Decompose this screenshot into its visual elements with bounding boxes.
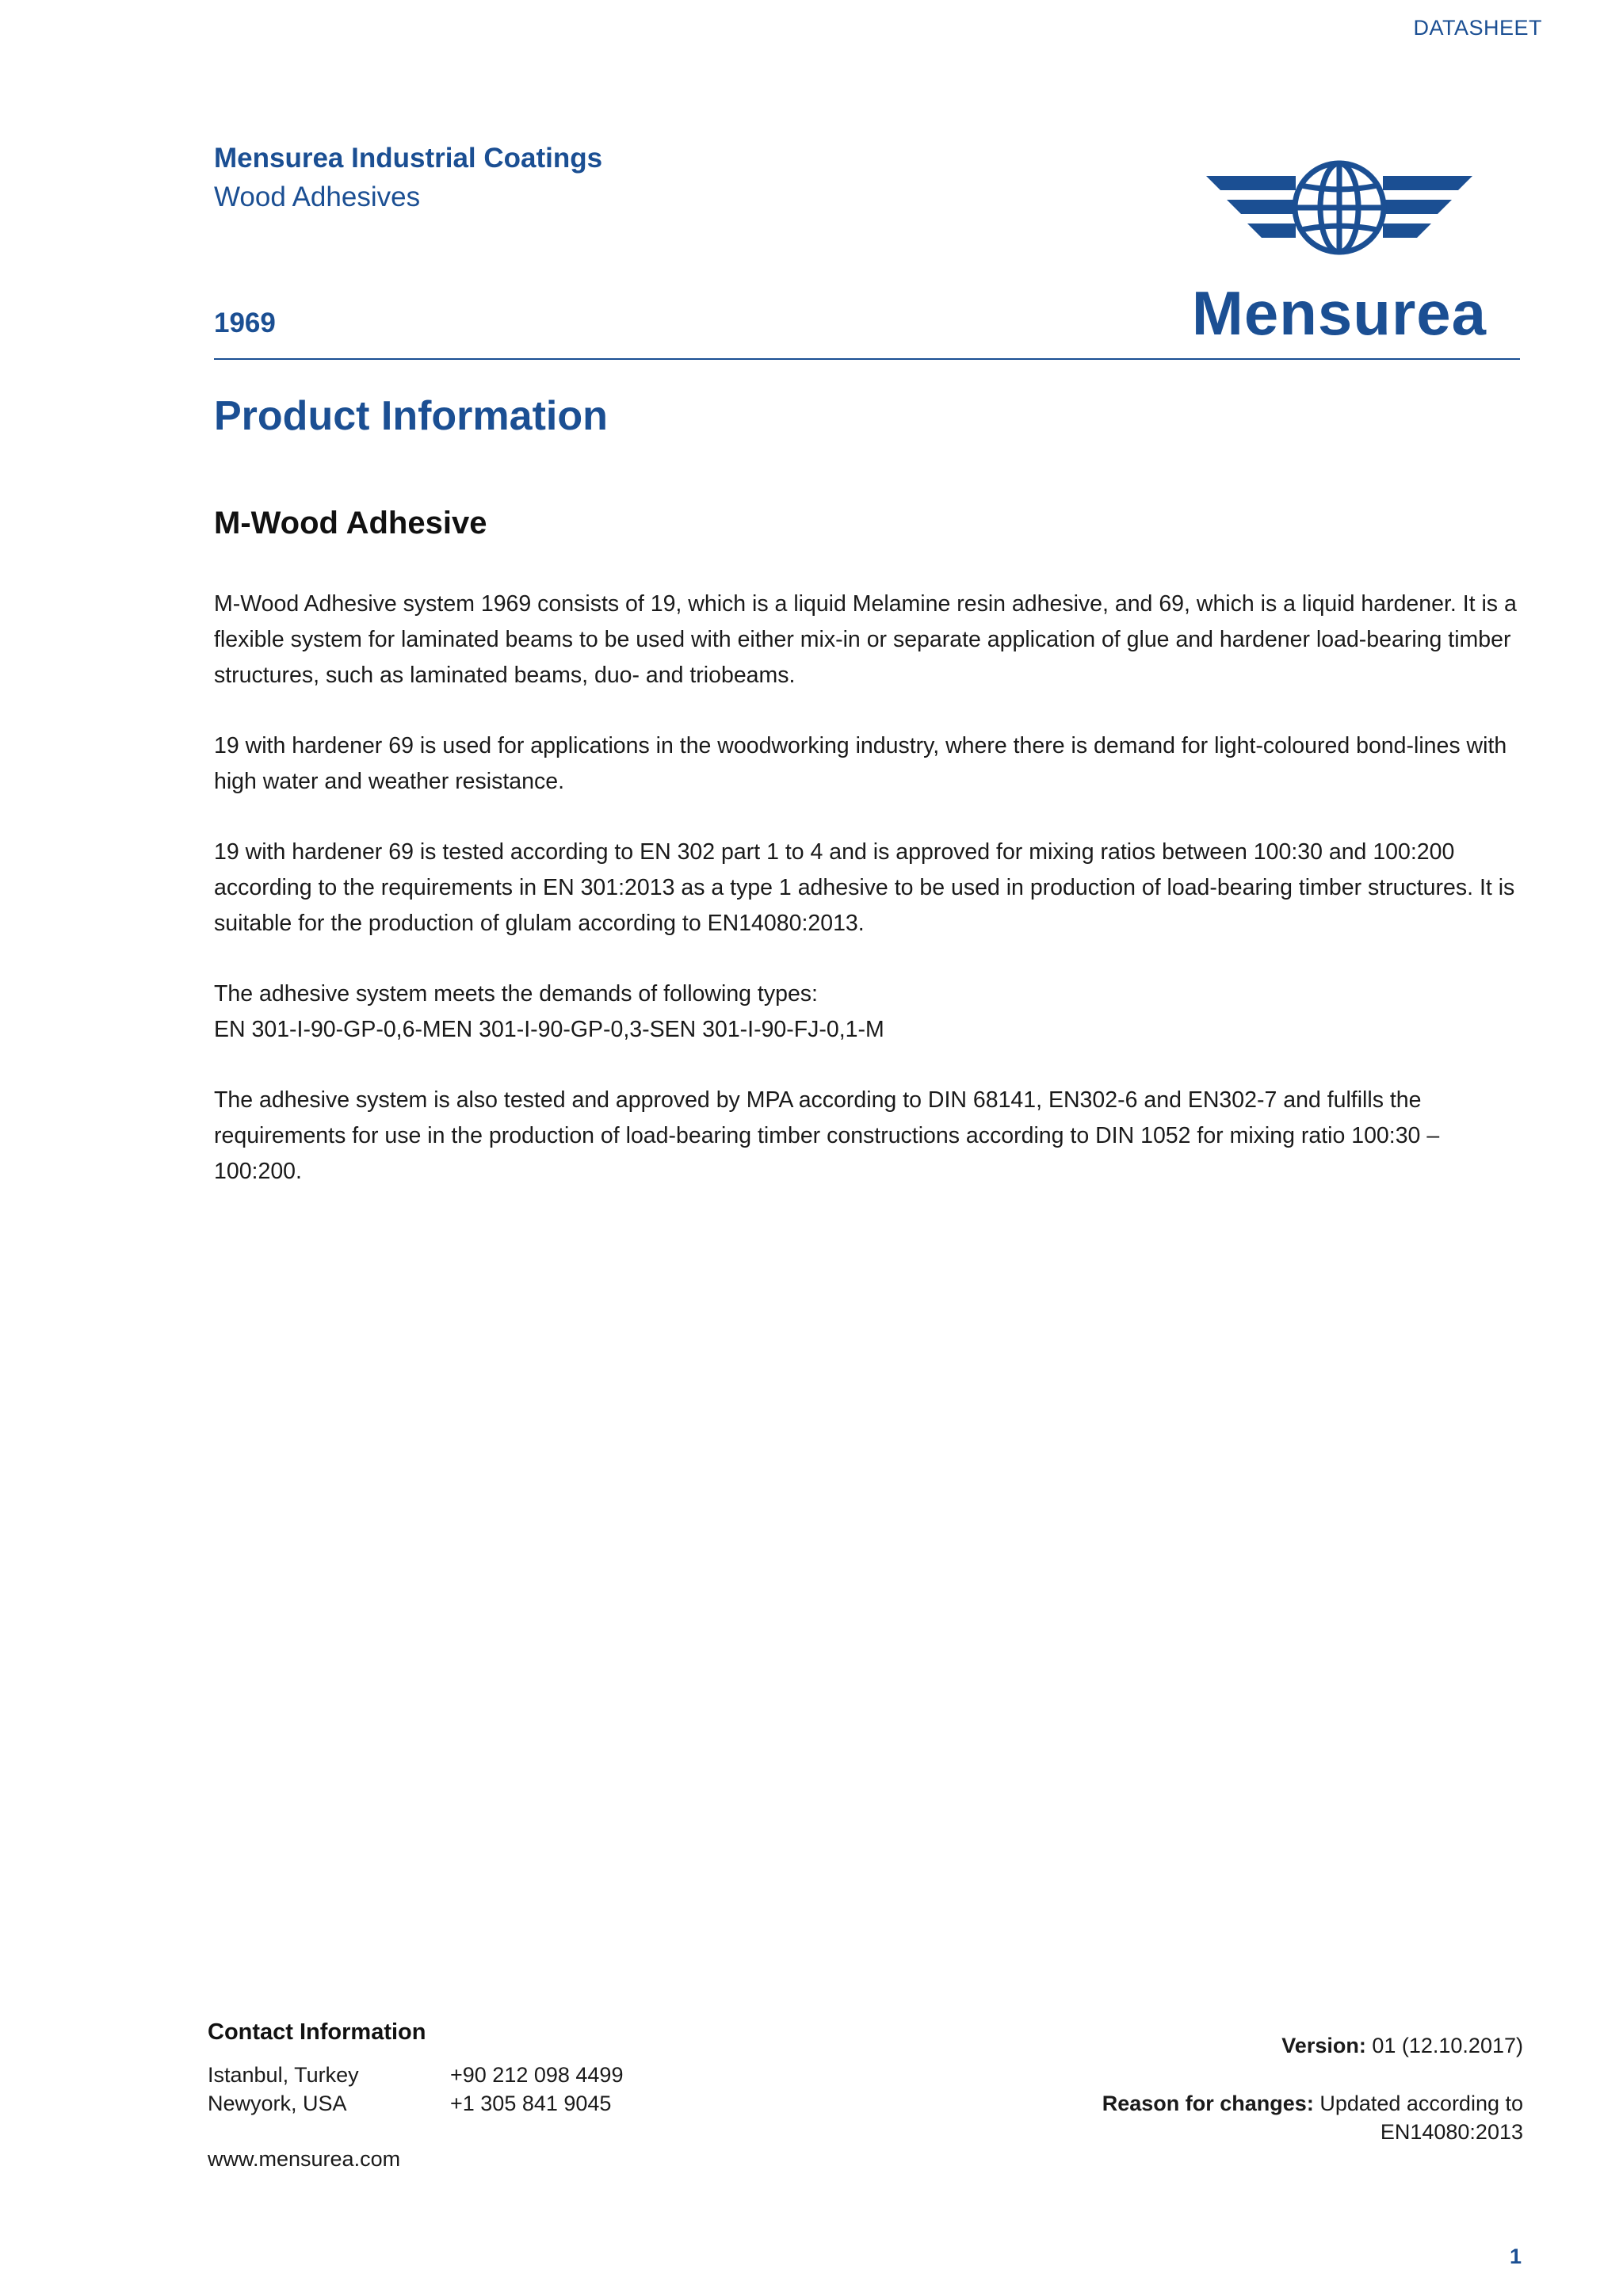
version-info (1281, 2034, 1523, 2058)
company-logo (1165, 159, 1514, 349)
product-name: M-Wood Adhesive (214, 506, 487, 541)
paragraph (214, 976, 1522, 1048)
company-name: Mensurea Industrial Coatings (214, 143, 603, 174)
types-list: EN 301-I-90-GP-0,6-MEN 301-I-90-GP-0,3-SEN 301-I-90-FJ-0,1-M (214, 1017, 884, 1042)
description-body (214, 586, 1522, 1224)
page-number: 1 (1509, 2244, 1522, 2268)
section-title: Product Information (214, 393, 608, 439)
contact-city: Newyork, USA (208, 2092, 347, 2115)
winged-globe-icon (1165, 159, 1514, 349)
contact-phone: +1 305 841 9045 (450, 2092, 612, 2115)
division-name: Wood Adhesives (214, 181, 421, 212)
reason-value-line2: EN14080:2013 (1380, 2120, 1523, 2144)
reason-label: Reason for changes: (1102, 2092, 1314, 2115)
types-intro: The adhesive system meets the demands of following types: (214, 981, 818, 1007)
paragraph: 19 with hardener 69 is used for applications in the woodworking industry, where there is demand for light-coloured bond-lines with high water and weather resistance. (214, 733, 1507, 794)
product-code: 1969 (214, 308, 276, 338)
reason-for-changes (968, 2089, 1523, 2146)
header-divider (214, 358, 1520, 360)
paragraph: M-Wood Adhesive system 1969 consists of 19, which is a liquid Melamine resin adhesive, and 69, which is a liquid hardener. It is a flexible system for laminated beams to be used with either mix-in or separate application of glue and hardener load-bearing timber structures, such as laminated beams, duo- and triobeams. (214, 591, 1517, 688)
paragraph: The adhesive system is also tested and approved by MPA according to DIN 68141, EN302-6 and EN302-7 and fulfills the requirements for use in the production of load-bearing timber constructions according to DIN 1052 for mixing ratio 100:30 – 100:200. (214, 1087, 1440, 1184)
paragraph: 19 with hardener 69 is tested according to EN 302 part 1 to 4 and is approved for mixing ratios between 100:30 and 100:200 according to the requirements in EN 301:2013 as a type 1 adhesive to be used in production of load-bearing timber structures. It is suitable for the production of glulam according to EN14080:2013. (214, 839, 1515, 936)
document-type-tag: DATASHEET (1413, 16, 1542, 40)
contact-list (208, 2061, 623, 2118)
contact-city: Istanbul, Turkey (208, 2063, 359, 2087)
version-value: 01 (12.10.2017) (1372, 2034, 1523, 2057)
contact-phone: +90 212 098 4499 (450, 2063, 624, 2087)
reason-value-line1: Updated according to (1319, 2092, 1523, 2115)
contact-row (208, 2089, 623, 2118)
website-link[interactable]: www.mensurea.com (208, 2147, 401, 2171)
logo-wordmark: Mensurea (1191, 278, 1487, 348)
contact-row (208, 2061, 623, 2089)
contact-title: Contact Information (208, 2019, 426, 2045)
version-label: Version: (1281, 2034, 1366, 2057)
